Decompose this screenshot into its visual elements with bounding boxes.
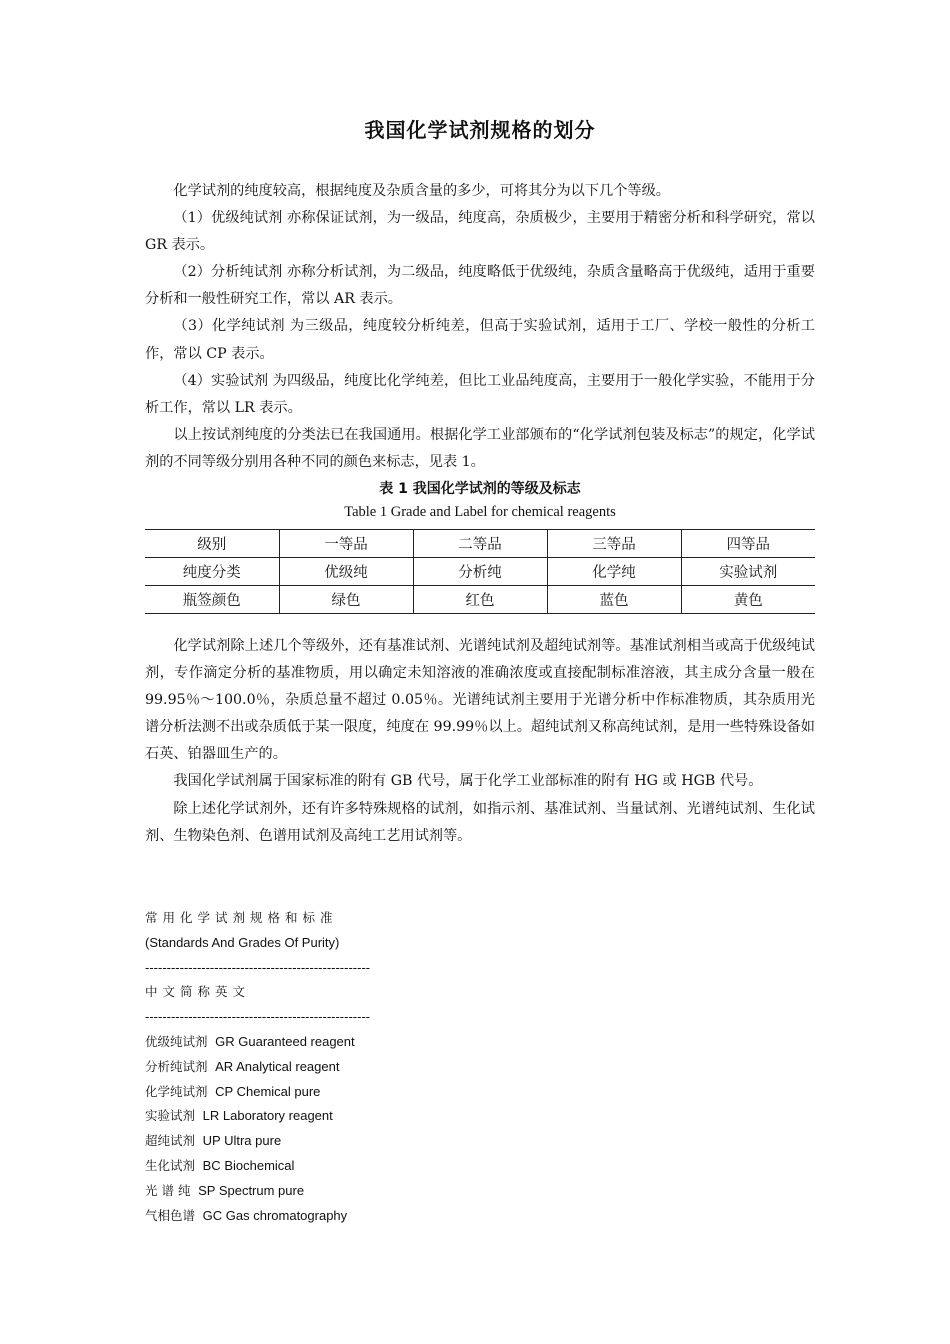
- item-en: Laboratory reagent: [222, 1108, 333, 1124]
- item-cn: 优级纯试剂: [145, 1033, 208, 1049]
- item-code: AR: [215, 1058, 234, 1074]
- item-cn: 气相色谱: [145, 1207, 196, 1223]
- separator: ----------------------------------------------------: [145, 1009, 371, 1025]
- table-cell: 一等品: [279, 530, 413, 558]
- item-en: Gas chromatography: [225, 1207, 348, 1223]
- paragraph: 除上述化学试剂外，还有许多特殊规格的试剂，如指示剂、基准试剂、当量试剂、光谱纯试剂、生化试剂、生物染色剂、色谱用试剂及高纯工艺用试剂等。: [145, 800, 815, 844]
- intro-section: [145, 178, 815, 476]
- item-code: LR: [202, 1108, 220, 1124]
- item-en: Chemical pure: [236, 1083, 321, 1099]
- table-row: [145, 558, 815, 586]
- list-item: [145, 1055, 545, 1080]
- item-en: Spectrum pure: [218, 1182, 305, 1198]
- table-cell: 级别: [145, 530, 279, 558]
- table-cell: 蓝色: [547, 586, 681, 614]
- table-cell: 二等品: [413, 530, 547, 558]
- table-row: [145, 586, 815, 614]
- item-code: GC: [202, 1207, 223, 1223]
- table-caption: 表 1 我国化学试剂的等级及标志: [379, 481, 581, 497]
- paragraph: （4）实验试剂 为四级品，纯度比化学纯差，但比工业品纯度高，主要用于一般化学实验，不能用于分析工作，常以 LR 表示。: [145, 372, 815, 416]
- standards-list: [145, 906, 545, 1228]
- list-item: [145, 1080, 545, 1105]
- table-cell: 实验试剂: [681, 558, 815, 586]
- table-cell: 绿色: [279, 586, 413, 614]
- item-cn: 实验试剂: [145, 1108, 196, 1124]
- more-section: [145, 633, 815, 850]
- standards-heading-en: (Standards And Grades Of Purity): [145, 934, 340, 950]
- table-cell: 优级纯: [279, 558, 413, 586]
- paragraph: 我国化学试剂属于国家标准的附有 GB 代号，属于化学工业部标准的附有 HG 或 HGB 代号。: [173, 773, 763, 790]
- table-cell: 瓶签颜色: [145, 586, 279, 614]
- paragraph: 以上按试剂纯度的分类法已在我国通用。根据化学工业部颁布的“化学试剂包装及标志”的规定，化学试剂的不同等级分别用各种不同的颜色来标志，见表 1。: [145, 426, 815, 470]
- page-title: 我国化学试剂规格的划分: [364, 118, 596, 142]
- paragraph: 化学试剂除上述几个等级外，还有基准试剂、光谱纯试剂及超纯试剂等。基准试剂相当或高于优级纯试剂，专作滴定分析的基准物质，用以确定未知溶液的准确浓度或直接配制标准溶液，其主成分含量一般在 99.95％～100.0％，杂质总量不超过 0.05％。光谱纯试剂主要用于光谱分析中作标准物质，其杂质用光谱分析法测不出或杂质低于某一限度，纯度在 99.99％以上。超纯试剂又称高纯试剂，是用一些特殊设备如石英、铂器皿生产的。: [145, 638, 815, 763]
- item-cn: 生化试剂: [145, 1157, 196, 1173]
- paragraph: （1）优级纯试剂 亦称保证试剂，为一级品，纯度高，杂质极少，主要用于精密分析和科学研究，常以 GR 表示。: [145, 210, 815, 254]
- separator: ----------------------------------------------------: [145, 959, 371, 975]
- list-item: [145, 1030, 545, 1055]
- item-cn: 超纯试剂: [145, 1133, 196, 1149]
- list-item: [145, 1179, 545, 1204]
- paragraph: （2）分析纯试剂 亦称分析试剂，为二级品，纯度略低于优级纯，杂质含量略高于优级纯，适用于重要分析和一般性研究工作，常以 AR 表示。: [145, 264, 815, 308]
- standards-heading: 常用化学试剂规格和标准: [145, 910, 338, 925]
- item-en: Guaranteed reagent: [238, 1033, 355, 1049]
- item-cn: 分析纯试剂: [145, 1058, 208, 1074]
- item-cn: 光 谱 纯: [145, 1182, 191, 1198]
- paragraph: 化学试剂的纯度较高，根据纯度及杂质含量的多少，可将其分为以下几个等级。: [173, 183, 670, 199]
- table-cell: 化学纯: [547, 558, 681, 586]
- table-caption-en: Table 1 Grade and Label for chemical reagents: [344, 504, 616, 520]
- item-code: SP: [198, 1182, 216, 1198]
- columns-label: 中文简称英文: [145, 984, 251, 1000]
- list-item: [145, 1154, 545, 1179]
- table-cell: 分析纯: [413, 558, 547, 586]
- table-row: [145, 530, 815, 558]
- table-cell: 红色: [413, 586, 547, 614]
- item-code: BC: [202, 1157, 221, 1173]
- item-en: Ultra pure: [224, 1133, 282, 1149]
- grade-table: [145, 529, 815, 614]
- list-item: [145, 1129, 545, 1154]
- list-item: [145, 1104, 545, 1129]
- item-en: Analytical reagent: [236, 1058, 340, 1074]
- item-code: CP: [215, 1083, 233, 1099]
- table-cell: 三等品: [547, 530, 681, 558]
- list-item: [145, 1204, 545, 1229]
- table-cell: 黄色: [681, 586, 815, 614]
- table-cell: 纯度分类: [145, 558, 279, 586]
- item-en: Biochemical: [224, 1157, 295, 1173]
- paragraph: （3）化学纯试剂 为三级品，纯度较分析纯差，但高于实验试剂，适用于工厂、学校一般性的分析工作，常以 CP 表示。: [145, 318, 815, 362]
- item-code: GR: [215, 1033, 235, 1049]
- item-code: UP: [202, 1133, 221, 1149]
- table-cell: 四等品: [681, 530, 815, 558]
- item-cn: 化学纯试剂: [145, 1083, 208, 1099]
